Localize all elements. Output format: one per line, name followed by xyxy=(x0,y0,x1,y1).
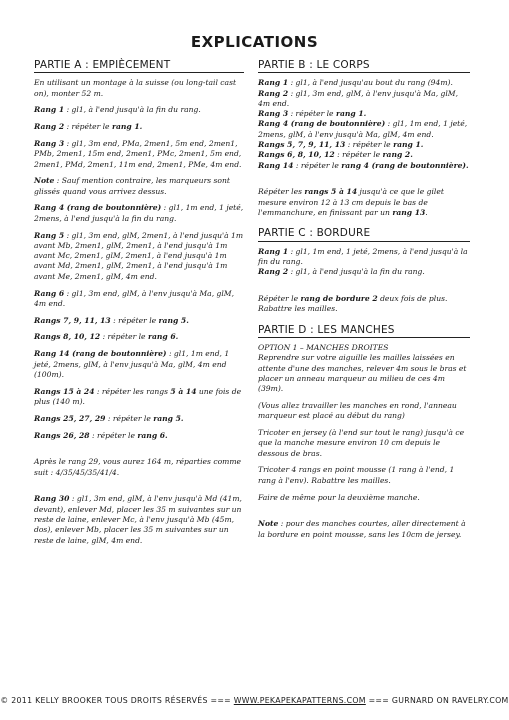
section-header-partie-b: PARTIE B : LE CORPS xyxy=(258,60,470,73)
rows-26-28: Rangs 26, 28 : répéter le rang 6. xyxy=(34,430,168,440)
row-3: Rang 3 : gl1, 3m end, PMa, 2men1, 5m end, 2men1, PMb, 2men1, 15m end, 2men1, PMc, 2men1, 5m end, 2men1, PMd, 2men1, 11m end, 2men1, PMe, 4m end. xyxy=(34,138,242,169)
footer-copyright: © 2011 KELLY BROOKER TOUS DROITS RÉSERVÉS xyxy=(0,696,208,705)
row-6: Rang 6 : gl1, 3m end, glM, à l'env jusqu'à Ma, glM, 4m end. xyxy=(34,288,234,308)
c-row-2: Rang 2 : gl1, à l'end jusqu'à la fin du rang. xyxy=(258,267,425,277)
d-step-4: Tricoter 4 rangs en point mousse (1 rang à l'end, 1 rang à l'env). Rabattre les mailles. xyxy=(258,465,455,485)
b-repeat: Répéter les rangs 5 à 14 jusqu'à ce que le gilet mesure environ 12 à 13 cm depuis le bas de l'emmanchure, en finissant par un rang 13. xyxy=(258,187,444,218)
left-column xyxy=(34,60,244,552)
row-30: Rang 30 : gl1, 3m end, glM, à l'env jusqu'à Md (41m, devant), enlever Md, placer les 35 m suivantes sur un reste de laine, enlever Mc, à l'env jusqu'à Mb (45m, dos), enlever Mb, placer les 35 m suivantes sur un reste de laine, glM, 4m end. xyxy=(34,494,242,545)
row-1: Rang 1 : gl1, à l'end jusqu'à la fin du rang. xyxy=(34,105,201,115)
b-row-1: Rang 1 : gl1, à l'end jusqu'au bout du rang (94m). xyxy=(258,78,453,88)
c-repeat: Répéter le rang de bordure 2 deux fois de plus. Rabattre les mailles. xyxy=(258,294,448,314)
d-step-3: Tricoter en jersey (à l'end sur tout le rang) jusqu'à ce que la manche mesure environ 10 cm depuis le dessous de bras. xyxy=(258,428,465,458)
note-paragraph: Note : Sauf mention contraire, les marqueurs sont glissés quand vous arrivez dessus. xyxy=(34,176,230,196)
b-row-2: Rang 2 : gl1, 3m end, glM, à l'env jusqu'à Ma, glM, 4m end. xyxy=(258,88,458,108)
d-option-1: OPTION 1 – MANCHES DROITES xyxy=(258,342,389,352)
b-rows-5-13: Rangs 5, 7, 9, 11, 13 : répéter le rang 1. xyxy=(258,140,424,150)
b-row-3: Rang 3 : répéter le rang 1. xyxy=(258,109,367,119)
after-row-29: Après le rang 29, vous aurez 164 m, réparties comme suit : 4/35/45/35/41/4. xyxy=(34,457,242,477)
cast-on-paragraph: En utilisant un montage à la suisse (ou long-tail cast on), monter 52 m. xyxy=(34,78,237,98)
footer-ravelry: GURNARD ON RAVELRY.COM xyxy=(391,696,509,705)
row-14: Rang 14 (rang de boutonnière) : gl1, 1m end, 1 jeté, 2mens, glM, à l'env jusqu'à Ma, glM, 4m end (100m). xyxy=(34,349,230,379)
rows-25-29: Rangs 25, 27, 29 : répéter le rang 5. xyxy=(34,413,184,423)
row-4: Rang 4 (rang de boutonnière) : gl1, 1m end, 1 jeté, 2mens, à l'end jusqu'à la fin du rang. xyxy=(34,203,244,223)
right-column xyxy=(258,60,470,546)
page-title: EXPLICATIONS xyxy=(190,33,319,51)
d-step-2: (Vous allez travailler les manches en rond, l'anneau marqueur est placé au début du rang) xyxy=(258,400,457,421)
b-rows-6-12: Rangs 6, 8, 10, 12 : répéter le rang 2. xyxy=(258,150,413,160)
rows-7-13: Rangs 7, 9, 11, 13 : répéter le rang 5. xyxy=(34,315,189,325)
b-row-4: Rang 4 (rang de boutonnière) : gl1, 1m end, 1 jeté, 2mens, glM, à l'env jusqu'à Ma, glM, 4m end. xyxy=(258,119,468,139)
section-header-partie-c: PARTIE C : BORDURE xyxy=(258,228,470,241)
footer: © 2011 KELLY BROOKER TOUS DROITS RÉSERVÉS === WWW.PEKAPEKAPATTERNS.COM === GURNARD ON RAVELRY.COM xyxy=(0,696,509,705)
b-row-14: Rang 14 : répéter le rang 4 (rang de boutonnière). xyxy=(258,160,469,170)
footer-website-link[interactable]: WWW.PEKAPEKAPATTERNS.COM xyxy=(233,696,366,705)
section-header-partie-d: PARTIE D : LES MANCHES xyxy=(258,325,470,338)
rows-8-12: Rangs 8, 10, 12 : répéter le rang 6. xyxy=(34,332,179,342)
c-row-1: Rang 1 : gl1, 1m end, 1 jeté, 2mens, à l'end jusqu'à la fin du rang. xyxy=(258,246,468,266)
section-header-partie-a: PARTIE A : EMPIÈCEMENT xyxy=(34,60,244,73)
d-step-1: Reprendre sur votre aiguille les mailles laissées en attente d'une des manches, relever 4m sous le bras et placer un anneau marqueur au milieu de ces 4m (39m). xyxy=(258,353,467,394)
rows-15-24: Rangs 15 à 24 : répéter les rangs 5 à 14 une fois de plus (140 m). xyxy=(34,386,242,406)
row-5: Rang 5 : gl1, 3m end, glM, 2men1, à l'end jusqu'à 1m avant Mb, 2men1, glM, 2men1, à l'end jusqu'à 1m avant Mc, 2men1, glM, 2men1, à l'end jusqu'à 1m avant Md, 2men1, glM, 2men1, à l'end jusqu'à 1m avant Me, 2men1, glM, 4m end. xyxy=(34,230,244,281)
d-note: Note : pour des manches courtes, aller directement à la bordure en point mousse, sans les 10cm de jersey. xyxy=(258,519,466,539)
d-step-5: Faire de même pour la deuxième manche. xyxy=(258,492,420,502)
row-2: Rang 2 : répéter le rang 1. xyxy=(34,122,143,132)
